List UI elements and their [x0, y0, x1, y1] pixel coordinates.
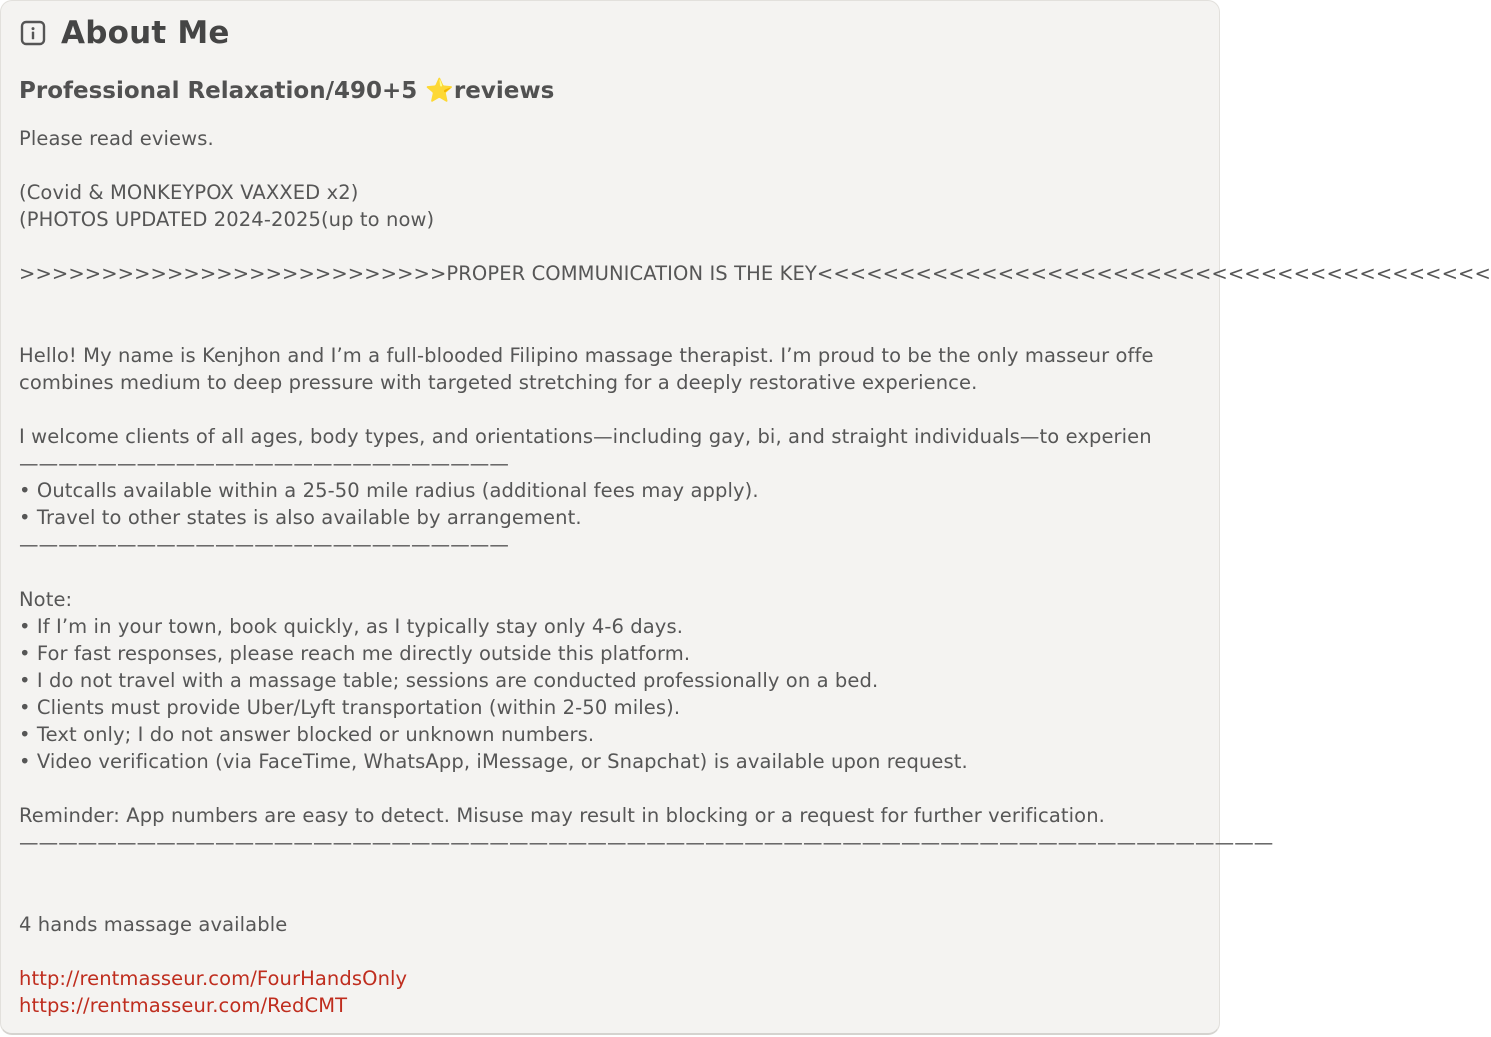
intro-line-1: Hello! My name is Kenjhon and I’m a full-blooded Filipino massage therapist. I’m proud to be the only masseur offe: [19, 343, 1154, 367]
profile-headline: [19, 77, 554, 104]
redcmt-link[interactable]: https://rentmasseur.com/RedCMT: [19, 994, 348, 1017]
note-item: • For fast responses, please reach me directly outside this platform.: [19, 641, 691, 665]
about-me-header: [19, 15, 230, 51]
divider-long: ————————————————————————————————————————————————————————————————: [19, 831, 1274, 855]
spacer: [19, 884, 1219, 911]
four-hands-line: 4 hands massage available: [19, 912, 288, 936]
note-item: • Text only; I do not answer blocked or unknown numbers.: [19, 723, 595, 747]
travel-line: • Travel to other states is also available by arrangement.: [19, 506, 582, 530]
welcome-line: I welcome clients of all ages, body types, and orientations—including gay, bi, and straight individuals—to experien: [19, 425, 1152, 449]
spacer: [19, 775, 1219, 802]
note-item: • Clients must provide Uber/Lyft transportation (within 2-50 miles).: [19, 695, 681, 719]
spacer: [19, 288, 1219, 315]
note-item: • Video verification (via FaceTime, WhatsApp, iMessage, or Snapchat) is available upon request.: [19, 750, 968, 774]
intro-line-2: combines medium to deep pressure with targeted stretching for a deeply restorative experience.: [19, 370, 978, 394]
spacer: [19, 396, 1219, 423]
outcalls-line: • Outcalls available within a 25-50 mile radius (additional fees may apply).: [19, 479, 759, 503]
spacer: [19, 857, 1219, 884]
spacer: [19, 233, 1219, 260]
headline-suffix: reviews: [453, 78, 555, 104]
spacer: [19, 938, 1219, 965]
about-me-text: [19, 125, 1491, 1019]
divider-short: —————————————————————————: [19, 452, 509, 476]
headline-text: Professional Relaxation/490+5: [19, 78, 426, 104]
star-icon: ⭐: [425, 78, 454, 104]
spacer: [19, 152, 1219, 179]
note-item: • I do not travel with a massage table; sessions are conducted professionally on a bed.: [19, 668, 879, 692]
read-reviews-line: Please read eviews.: [19, 127, 214, 150]
note-item: • If I’m in your town, book quickly, as I typically stay only 4-6 days.: [19, 614, 684, 638]
note-label: Note:: [19, 587, 73, 611]
section-title: About Me: [61, 15, 230, 51]
communication-line: >>>>>>>>>>>>>>>>>>>>>>>>>>PROPER COMMUNICATION IS THE KEY<<<<<<<<<<<<<<<<<<<<<<<<<<<<<<<<<<<<<<<<<: [19, 262, 1491, 286]
photos-line: (PHOTOS UPDATED 2024-2025(up to now): [19, 208, 435, 232]
covid-line: (Covid & MONKEYPOX VAXXED x2): [19, 181, 359, 205]
spacer: [19, 559, 1219, 586]
reminder-line: Reminder: App numbers are easy to detect. Misuse may result in blocking or a request for further verification.: [19, 804, 1105, 828]
spacer: [19, 315, 1219, 342]
four-hands-link[interactable]: http://rentmasseur.com/FourHandsOnly: [19, 966, 408, 990]
info-icon: [19, 19, 47, 47]
divider-short: —————————————————————————: [19, 533, 509, 557]
